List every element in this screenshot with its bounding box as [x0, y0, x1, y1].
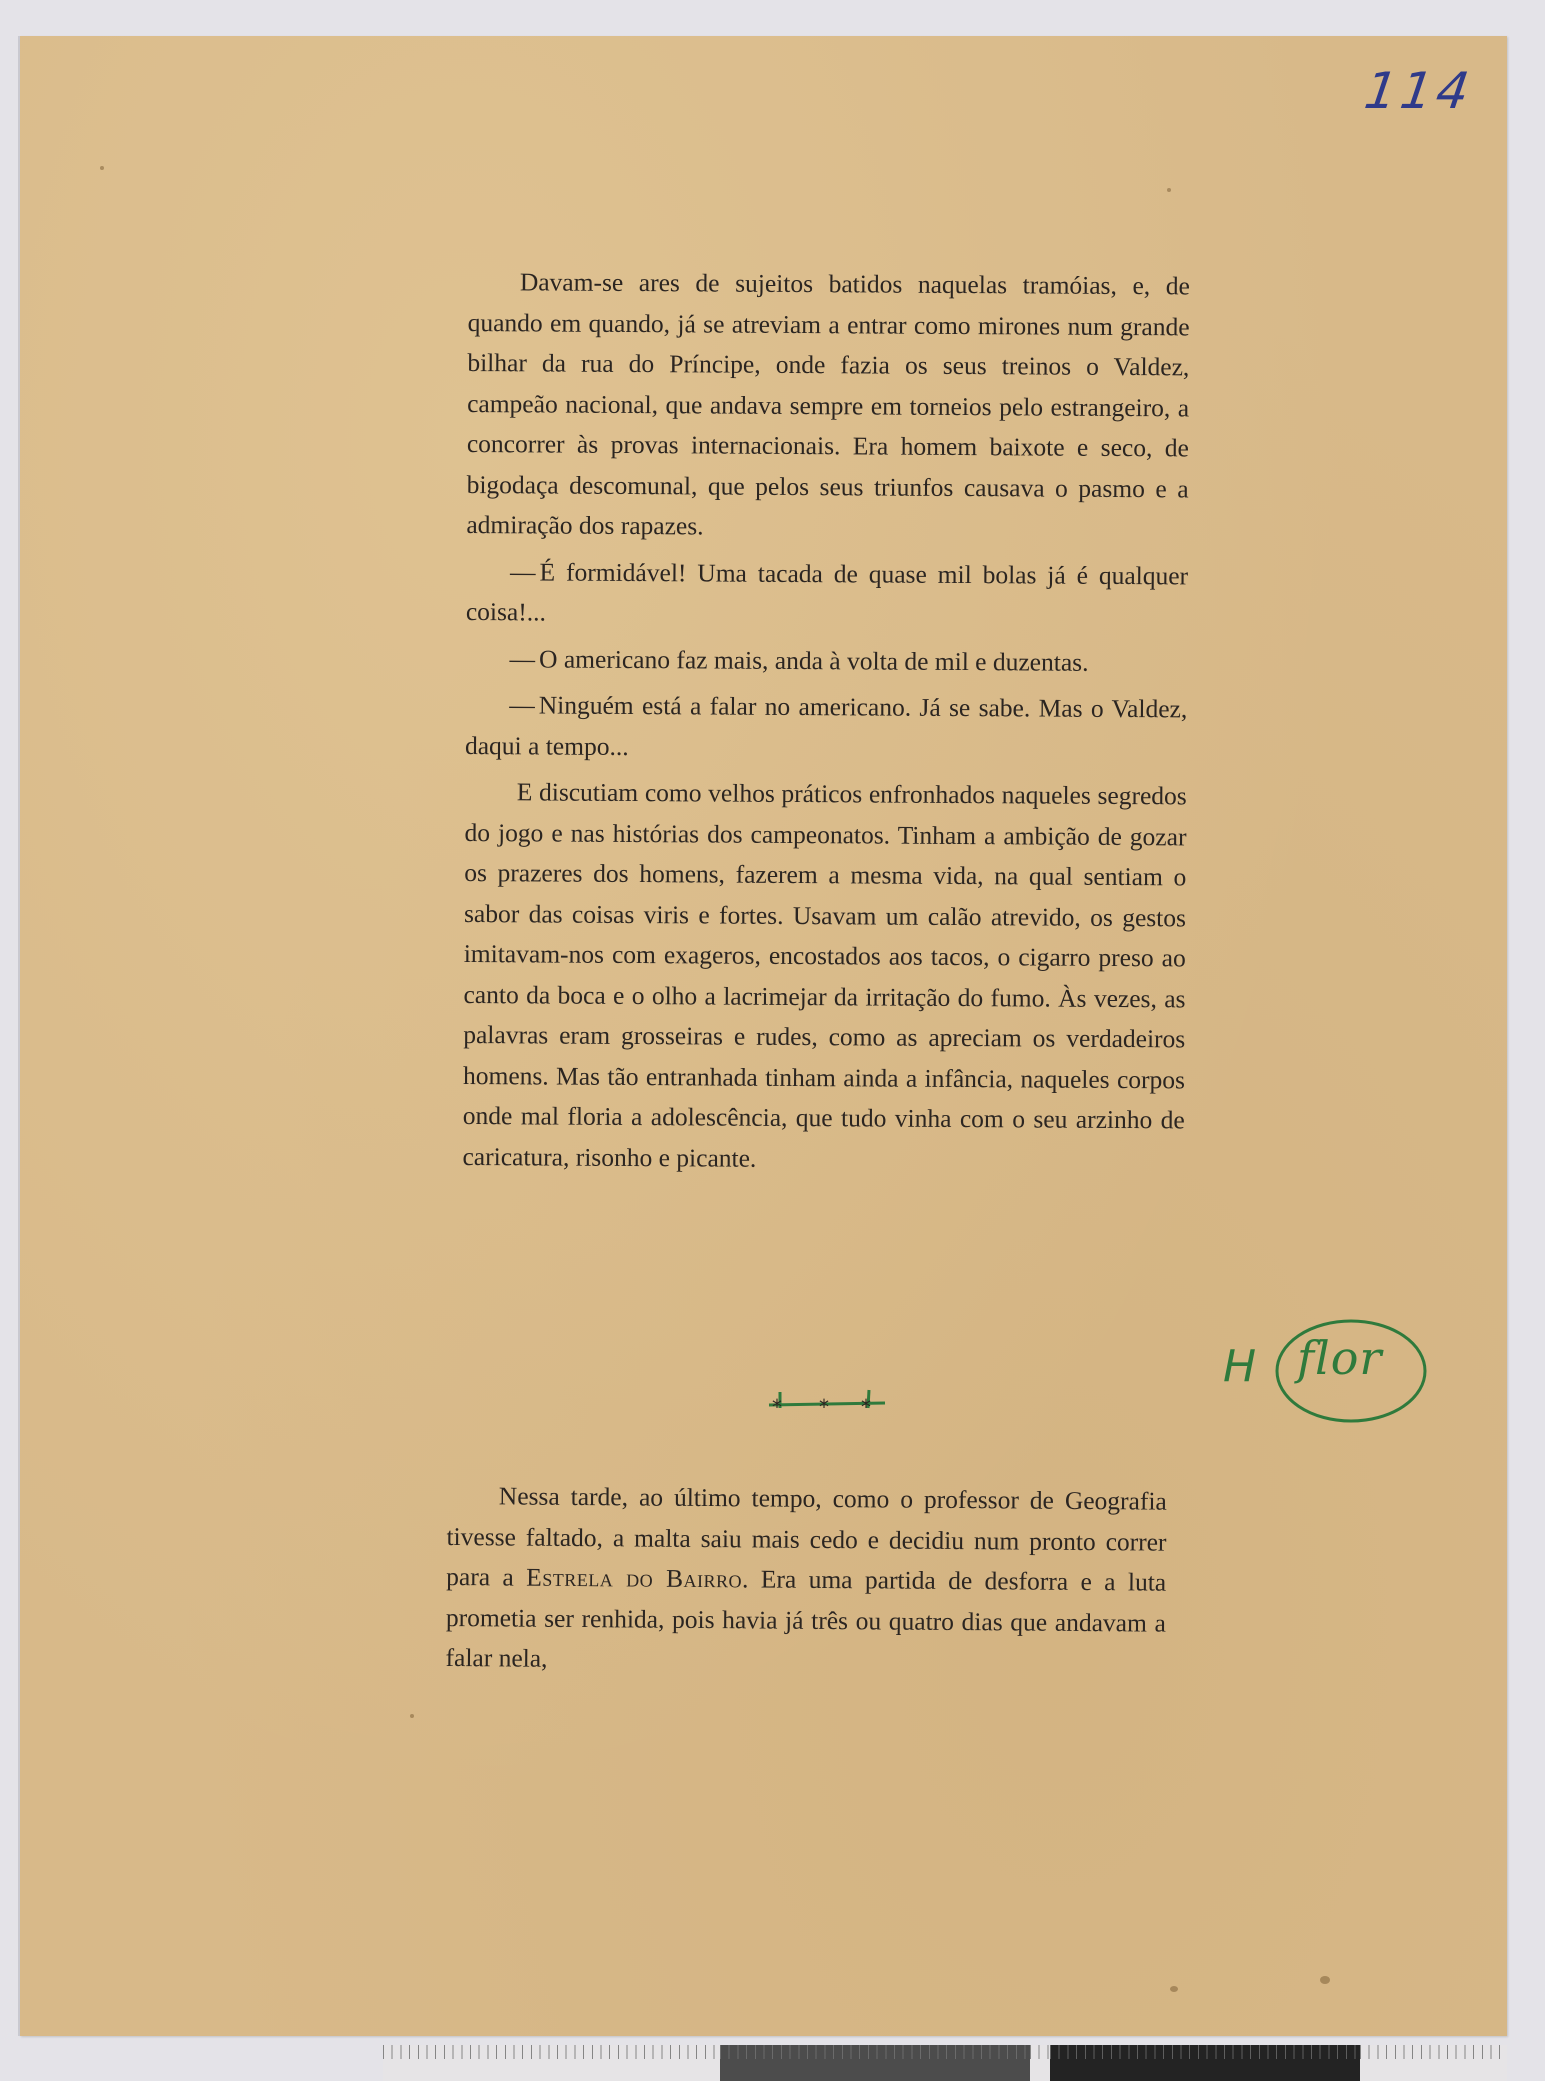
paper-stain: [1170, 1986, 1178, 1992]
scan-ruler-grey: [720, 2045, 1030, 2081]
dialogue-line: [465, 685, 1187, 770]
dialogue-text: É formidável! Uma tacada de quase mil bolas já é qualquer coisa!...: [465, 556, 1189, 627]
em-dash: —: [509, 643, 536, 673]
annotation-letter: H: [1223, 1341, 1257, 1392]
scan-ruler-black: [1050, 2045, 1360, 2081]
paper-speck: [410, 1714, 414, 1718]
em-dash: —: [510, 556, 536, 586]
annotation-word: flor: [1297, 1331, 1383, 1385]
handwritten-page-number: 114: [1360, 62, 1477, 120]
paragraph-narrative: Davam-se ares de sujeitos batidos naquelas tramóias, e, de quando em quando, já se atreviam a entrar como mirones num grande bilhar da rua do Príncipe, onde fazia os seus treinos o Valdez, campeão nacional, que andava sempre em torneios pelo estrangeiro, a concorrer às provas internacionais. Era homem baixote e seco, de bigodaça descomunal, que pelos seus triunfos causava o pasmo e a admiração dos rapazes.: [466, 267, 1190, 541]
paragraph-narrative: [445, 1476, 1167, 1684]
asterisk-line-icon: [757, 1384, 887, 1416]
scan-ruler-light: [1360, 2045, 1507, 2081]
paper-stain: [1320, 1976, 1330, 1984]
text-run: Nessa tarde, ao último tempo, como o professor de Geografia tivesse faltado, a malta saiu mais cedo e decidiu num pronto correr para a: [446, 1481, 1167, 1592]
ruler-ticks: [720, 2045, 1030, 2059]
dialogue-text: Ninguém está a falar no americano. Já se sabe. Mas o Valdez, daqui a tempo...: [464, 690, 1188, 761]
paragraph-narrative: E discutiam como velhos práticos enfronhados naqueles segredos do jogo e nas histórias dos campeonatos. Tinham a ambição de gozar os prazeres dos homens, fazerem a mesma vida, na qual sentiam o sabor das coisas viris e fortes. Usavam um calão atrevido, os gestos imitavam-nos com exageros, encostados aos tacos, o cigarro preso ao canto da boca e o olho a lacrimejar da irritação do fumo. Às vezes, as palavras eram grosseiras e rudes, como as apreciam os verdadeiros homens. Mas tão entranhada tinham ainda a infância, naqueles corpos onde mal floria a adolescência, que tudo vinha com o seu arzinho de caricatura, risonho e picante.: [462, 777, 1187, 1173]
svg-text:*: *: [861, 1395, 871, 1416]
section-separator: [757, 1384, 887, 1416]
ruler-ticks: [1360, 2045, 1507, 2059]
scan-ruler-light: [1030, 2045, 1050, 2081]
place-name-smallcaps: Estrela do Bairro: [526, 1562, 743, 1594]
paper-speck: [100, 166, 104, 170]
ruler-ticks: [383, 2045, 720, 2059]
ruler-ticks: [1050, 2045, 1360, 2059]
paper-speck: [1167, 188, 1171, 192]
scan-ruler-light: [383, 2045, 720, 2081]
text-section-1: [462, 262, 1190, 1181]
em-dash: —: [509, 690, 535, 720]
text-section-2: [445, 1476, 1167, 1684]
dialogue-text: O americano faz mais, anda à volta de mil e duzentas.: [538, 643, 1089, 677]
svg-text:*: *: [819, 1395, 829, 1416]
dialogue-line: [465, 638, 1187, 683]
text-run: . Era uma partida de desforra e a luta prometia ser renhida, pois havia já três ou quatro dias que andavam a falar nela,: [445, 1564, 1167, 1673]
svg-text:*: *: [772, 1395, 782, 1416]
dialogue-line: [466, 551, 1188, 636]
ruler-ticks: [1030, 2045, 1050, 2059]
margin-annotation: [1215, 1305, 1430, 1425]
